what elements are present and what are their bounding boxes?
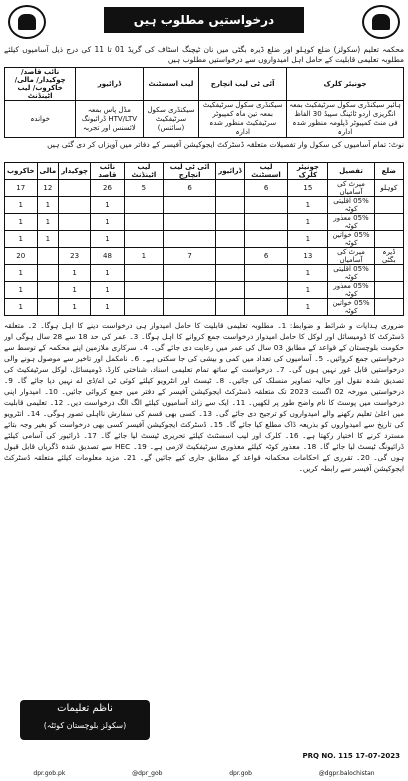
count-cell (59, 231, 91, 248)
count-cell: 12 (37, 180, 59, 197)
district-cell (374, 214, 403, 231)
count-cell (216, 214, 244, 231)
count-cell (244, 231, 288, 248)
count-cell: 13 (288, 248, 328, 265)
instructions-text: ضروری ہدایات و شرائط و ضوابط: 1۔ مطلوبہ تعلیمی قابلیت کا حامل امیدوار ہی درخواست دینے کا اہل ہوگا۔ 2۔ متعلقہ ڈسٹرکٹ کا ڈومیسائل اور لوکل کا حامل امیدوار درخواست جمع کروانے کا اہل ہوگا۔ 3۔ عمر کی حد 18 سے 28 سال ہوگی اور حکومت بلوچستان کے قواعد کے مطابق 03 سال کی عمر میں رعایت دی جائے گی۔ 4۔ سرکاری ملازمین اپنے محکمہ کے توسط سے درخواستیں جمع کروائیں۔ 5۔ آسامیوں کی تعداد میں کمی و بیشی کی جا سکتی ہے۔ 6۔ نامکمل اور تاخیر سے موصول ہونے والی درخواستیں قابل غور نہیں ہوں گی۔ 7۔ درخواست کے ساتھ تمام تعلیمی اسناد، شناختی کارڈ، ڈومیسائل، لوکل سرٹیفکیٹ کی تصدیق شدہ نقول اور حالیہ تصاویر منسلک کی جائیں۔ 8۔ ٹیسٹ اور انٹرویو کیلئے کوئی ٹی اے/ڈی اے نہیں دیا جائے گا۔ 9۔ درخواستیں مورخہ 02 اگست 2023 تک متعلقہ ڈسٹرکٹ ایجوکیشن آفیسر کے دفتر میں جمع کروائی جائیں۔ 10۔ امیدوار اپنی درخواست میں پوسٹ کا نام واضح طور پر لکھیں۔ 11۔ ایک سے زائد آسامیوں کیلئے الگ الگ درخواست دیں۔ 12۔ تعلیمی قابلیت میں اعلیٰ تعلیم رکھنے والے امیدواروں کو ترجیح دی جائے گی۔ 13۔ کسی بھی قسم کی سفارش نااہلی تصور ہوگی۔ 14۔ انٹرویو کی تاریخ سے امیدواروں کو بذریعہ ڈاک مطلع کیا جائے گا۔ 15۔ ڈسٹرکٹ ایجوکیشن آفیسر کسی بھی درخواست کو بغیر وجہ بتائے مسترد کرنے کا اختیار رکھتا ہے۔ 16۔ کلرک اور لیب اسسٹنٹ کیلئے تحریری ٹیسٹ لیا جائے گا۔ 17۔ ڈرائیور کی آسامی کیلئے ڈرائیونگ ٹیسٹ لیا جائے گا۔ 18۔ معذور کوٹہ کیلئے معذوری سرٹیفکیٹ لازمی ہے۔ 19۔ HEC سے تصدیق شدہ ڈگریاں قابل قبول ہوں گی۔ 20۔ تقرری کے احکامات محکمانہ قواعد کے مطابق جاری کیے جائیں گے۔ 21۔ مزید معلومات کیلئے متعلقہ ڈسٹرکٹ ایجوکیشن آفیسر سے رابطہ کریں۔ (4, 321, 404, 473)
count-cell: 1 (91, 214, 125, 231)
header (4, 3, 404, 43)
posts-header: جونیئر کلرک (288, 163, 328, 180)
count-cell: 48 (91, 248, 125, 265)
signature-title: ناظم تعلیمات (57, 703, 113, 714)
qual-cell: مڈل پاس بمعہ HTV/LTV ڈرائیونگ لائسنس اور تجربہ (76, 101, 143, 138)
footer-instagram[interactable]: @dgpr.balochistan (318, 769, 375, 777)
count-cell (124, 282, 163, 299)
posts-table (4, 162, 404, 316)
count-cell: 15 (288, 180, 328, 197)
signature-subtitle: (سکولز بلوچستان کوئٹہ) (43, 721, 127, 730)
qual-cell: ہائیر سیکنڈری سکول سرٹیفکیٹ بمعہ انگریزی اردو ٹائپنگ سپیڈ 30 الفاظ فی منٹ کمپیوٹر ڈپلومہ منظور شدہ ادارہ (286, 101, 403, 138)
count-cell: 1 (288, 265, 328, 282)
posts-header: ڈرائیور (216, 163, 244, 180)
posts-row (5, 197, 404, 214)
count-cell: 1 (288, 282, 328, 299)
qual-header: جونیئر کلرک (286, 68, 403, 101)
count-cell (244, 197, 288, 214)
count-cell (216, 231, 244, 248)
quota-label-cell: 05% معذور کوٹہ (328, 214, 374, 231)
count-cell (163, 299, 215, 316)
posts-header: لیب اسسٹنٹ (244, 163, 288, 180)
district-cell (374, 299, 403, 316)
district-cell (374, 282, 403, 299)
count-cell (59, 214, 91, 231)
posts-row (5, 214, 404, 231)
qual-header: آئی ٹی لیب انچارج (199, 68, 287, 101)
count-cell: 6 (163, 180, 215, 197)
qual-header: ڈرائیور (76, 68, 143, 101)
count-cell (163, 214, 215, 231)
count-cell: 1 (91, 299, 125, 316)
count-cell: 1 (5, 197, 38, 214)
count-cell: 1 (59, 265, 91, 282)
district-cell (374, 231, 403, 248)
count-cell (37, 265, 59, 282)
posts-row (5, 180, 404, 197)
district-cell (374, 197, 403, 214)
posts-row (5, 299, 404, 316)
posts-row (5, 265, 404, 282)
count-cell: 1 (5, 265, 38, 282)
count-cell: 1 (37, 214, 59, 231)
count-cell: 6 (244, 180, 288, 197)
district-cell: کوہلو (374, 180, 403, 197)
posts-header: خاکروب (5, 163, 38, 180)
qual-header: لیب اسسٹنٹ (143, 68, 199, 101)
posts-header: مالی (37, 163, 59, 180)
count-cell (59, 197, 91, 214)
count-cell: 6 (244, 248, 288, 265)
count-cell: 26 (91, 180, 125, 197)
count-cell (244, 265, 288, 282)
count-cell (216, 180, 244, 197)
count-cell (244, 214, 288, 231)
count-cell: 7 (163, 248, 215, 265)
posts-header: ضلع (374, 163, 403, 180)
count-cell (59, 180, 91, 197)
count-cell (124, 197, 163, 214)
footer-twitter[interactable]: @dpr_gob (132, 769, 163, 777)
count-cell: 1 (91, 282, 125, 299)
count-cell (216, 299, 244, 316)
posts-note: نوٹ: تمام آسامیوں کی سکول وار تفصیلات متعلقہ ڈسٹرکٹ ایجوکیشن آفیسر کے دفاتر میں آویزاں کر دی گئی ہیں (47, 140, 404, 149)
count-cell: 23 (59, 248, 91, 265)
prq-number: PRQ NO. 115 17-07-2023 (302, 752, 400, 760)
count-cell (163, 231, 215, 248)
quota-label-cell: 05% خواتین کوٹہ (328, 299, 374, 316)
count-cell (244, 299, 288, 316)
count-cell: 1 (59, 282, 91, 299)
count-cell: 1 (5, 282, 38, 299)
count-cell (163, 265, 215, 282)
count-cell: 1 (37, 231, 59, 248)
posts-row (5, 282, 404, 299)
posts-header: تفصیل (328, 163, 374, 180)
signature-block (20, 700, 150, 740)
count-cell: 1 (288, 214, 328, 231)
count-cell: 20 (5, 248, 38, 265)
count-cell: 1 (5, 231, 38, 248)
quota-label-cell: 05% معذور کوٹہ (328, 282, 374, 299)
count-cell: 1 (288, 299, 328, 316)
footer-facebook[interactable]: dpr.gob (229, 769, 252, 777)
count-cell: 5 (124, 180, 163, 197)
count-cell: 1 (5, 214, 38, 231)
qual-cell: سیکنڈری سکول سرٹیفکیٹ (سائنس) (143, 101, 199, 138)
posts-header: چوکیدار (59, 163, 91, 180)
count-cell: 1 (37, 197, 59, 214)
posts-header: لیب اٹینڈنٹ (124, 163, 163, 180)
qualification-table (4, 67, 404, 138)
posts-row (5, 231, 404, 248)
posts-row (5, 248, 404, 265)
count-cell (163, 197, 215, 214)
count-cell (124, 265, 163, 282)
footer-website[interactable]: dpr.gob.pk (33, 769, 66, 777)
count-cell (216, 265, 244, 282)
count-cell: 1 (91, 197, 125, 214)
count-cell (124, 231, 163, 248)
quota-label-cell: 05% اقلیتی کوٹہ (328, 197, 374, 214)
count-cell: 1 (91, 265, 125, 282)
count-cell (163, 282, 215, 299)
count-cell (37, 282, 59, 299)
page-title: درخواستیں مطلوب ہیں (104, 7, 304, 33)
count-cell: 1 (91, 231, 125, 248)
count-cell (124, 299, 163, 316)
qual-cell: سیکنڈری سکول سرٹیفکیٹ بمعہ تین ماہ کمپیوٹر سرٹیفکیٹ منظور شدہ ادارہ (199, 101, 287, 138)
count-cell (216, 197, 244, 214)
count-cell (124, 214, 163, 231)
count-cell (216, 282, 244, 299)
quota-label-cell: 05% خواتین کوٹہ (328, 231, 374, 248)
count-cell (244, 282, 288, 299)
footer (0, 766, 408, 780)
count-cell (216, 248, 244, 265)
count-cell: 1 (288, 231, 328, 248)
count-cell: 1 (288, 197, 328, 214)
quota-label-cell: میرٹ کی آسامیاں (328, 180, 374, 197)
qual-cell: خواندہ (5, 101, 76, 138)
count-cell: 1 (59, 299, 91, 316)
district-cell (374, 265, 403, 282)
intro-paragraph: محکمہ تعلیم (سکولز) ضلع کوہلو اور ضلع ڈیرہ بگٹی میں نان ٹیچنگ اسٹاف کی گریڈ 01 تا 11 کی درج ذیل آسامیوں کیلئے مطلوبہ تعلیمی قابلیت کے حامل اہل امیدواروں سے درخواستیں مطلوب ہیں (4, 45, 404, 64)
logo-right (362, 5, 400, 39)
qual-header: نائب قاصد/ چوکیدار/ مالی/ خاکروب/ لیب اٹینڈنٹ (5, 68, 76, 101)
logo-left (8, 5, 46, 39)
quota-label-cell: میرٹ کی آسامیاں (328, 248, 374, 265)
count-cell: 1 (124, 248, 163, 265)
count-cell (37, 299, 59, 316)
count-cell: 1 (5, 299, 38, 316)
posts-header: آئی ٹی لیب انچارج (163, 163, 215, 180)
count-cell (37, 248, 59, 265)
posts-header: نائب قاصد (91, 163, 125, 180)
district-cell: ڈیرہ بگٹی (374, 248, 403, 265)
quota-label-cell: 05% اقلیتی کوٹہ (328, 265, 374, 282)
count-cell: 17 (5, 180, 38, 197)
